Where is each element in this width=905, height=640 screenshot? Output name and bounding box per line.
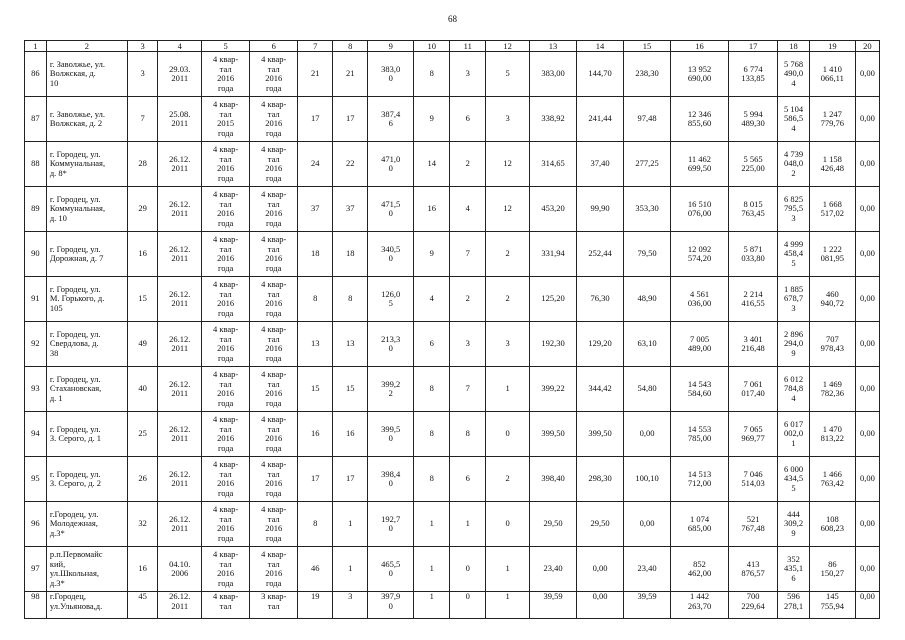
table-cell: 6 012 784,8 4 — [778, 367, 810, 412]
table-cell: 16 — [333, 412, 368, 457]
table-cell: 17 — [298, 97, 333, 142]
table-cell: 26.12. 2011 — [158, 367, 202, 412]
table-cell: 2 — [450, 277, 486, 322]
address-cell: г.Городец, ул. Молодежная, д.3* — [46, 502, 127, 547]
table-cell: 2 214 416,55 — [728, 277, 777, 322]
table-cell: 8 — [414, 367, 450, 412]
table-cell: 91 — [25, 277, 47, 322]
table-cell: 3 — [450, 322, 486, 367]
table-cell: 700 229,64 — [728, 592, 777, 619]
table-cell: 4 999 458,4 5 — [778, 232, 810, 277]
table-cell: 17 — [333, 457, 368, 502]
table-cell: 37 — [333, 187, 368, 232]
table-cell: 14 513 712,00 — [671, 457, 729, 502]
table-cell: 0,00 — [855, 592, 879, 619]
table-row — [25, 97, 880, 142]
table-cell: 192,7 0 — [368, 502, 414, 547]
table-cell: 26.12. 2011 — [158, 457, 202, 502]
table-cell: 0,00 — [855, 277, 879, 322]
table-cell: 22 — [333, 142, 368, 187]
table-cell: 4 561 036,00 — [671, 277, 729, 322]
table-cell: 5 768 490,0 4 — [778, 52, 810, 97]
table-cell: 25.08. 2011 — [158, 97, 202, 142]
table-cell: 413 876,57 — [728, 547, 777, 592]
column-number-cell: 13 — [530, 41, 577, 52]
table-cell: 6 774 133,85 — [728, 52, 777, 97]
address-cell: г. Городец, ул. З. Серого, д. 2 — [46, 457, 127, 502]
table-cell: 340,5 0 — [368, 232, 414, 277]
table-cell: 0,00 — [577, 592, 624, 619]
table-cell: 129,20 — [577, 322, 624, 367]
table-cell: 3 401 216,48 — [728, 322, 777, 367]
table-cell: 7 061 017,40 — [728, 367, 777, 412]
table-cell: 26.12. 2011 — [158, 412, 202, 457]
table-cell: 5 104 586,5 4 — [778, 97, 810, 142]
table-cell: 125,20 — [530, 277, 577, 322]
table-cell: 19 — [298, 592, 333, 619]
table-cell: 4 квар- тал 2016 года — [250, 412, 298, 457]
table-cell: 26.12. 2011 — [158, 592, 202, 619]
table-cell: 1 — [414, 547, 450, 592]
table-cell: 23,40 — [624, 547, 671, 592]
table-cell: 8 015 763,45 — [728, 187, 777, 232]
column-number-cell: 9 — [368, 41, 414, 52]
table-cell: 5 994 489,30 — [728, 97, 777, 142]
table-cell: 4 квар- тал 2015 года — [202, 97, 250, 142]
table-cell: 7 065 969,77 — [728, 412, 777, 457]
table-cell: 471,0 0 — [368, 142, 414, 187]
table-cell: 1 074 685,00 — [671, 502, 729, 547]
table-cell: 0,00 — [577, 547, 624, 592]
table-cell: 16 510 076,00 — [671, 187, 729, 232]
table-cell: 383,00 — [530, 52, 577, 97]
address-cell: г. Городец, ул. М. Горького, д. 105 — [46, 277, 127, 322]
table-cell: 0,00 — [855, 502, 879, 547]
table-cell: 0 — [486, 502, 530, 547]
table-cell: 387,4 6 — [368, 97, 414, 142]
column-number-cell: 16 — [671, 41, 729, 52]
table-cell: 352 435,1 6 — [778, 547, 810, 592]
table-cell: 460 940,72 — [809, 277, 855, 322]
table-cell: 8 — [414, 52, 450, 97]
column-number-cell: 10 — [414, 41, 450, 52]
table-cell: 37 — [298, 187, 333, 232]
table-cell: 21 — [333, 52, 368, 97]
table-cell: 4 квар- тал 2016 года — [202, 142, 250, 187]
table-row — [25, 52, 880, 97]
table-row — [25, 367, 880, 412]
table-cell: 17 — [298, 457, 333, 502]
table-cell: 4 квар- тал 2016 года — [250, 232, 298, 277]
table-cell: 26.12. 2011 — [158, 232, 202, 277]
table-cell: 100,10 — [624, 457, 671, 502]
column-number-cell: 17 — [728, 41, 777, 52]
table-cell: 12 092 574,20 — [671, 232, 729, 277]
table-cell: 4 квар- тал 2016 года — [250, 547, 298, 592]
table-cell: 213,3 0 — [368, 322, 414, 367]
table-cell: 126,0 5 — [368, 277, 414, 322]
column-number-cell: 14 — [577, 41, 624, 52]
table-cell: 4 квар- тал 2016 года — [202, 52, 250, 97]
table-cell: 25 — [127, 412, 158, 457]
table-cell: 398,40 — [530, 457, 577, 502]
table-cell: 4 квар- тал 2016 года — [250, 367, 298, 412]
table-cell: 1 — [414, 592, 450, 619]
column-number-cell: 20 — [855, 41, 879, 52]
table-cell: 15 — [127, 277, 158, 322]
table-cell: 6 825 795,5 3 — [778, 187, 810, 232]
column-number-cell: 19 — [809, 41, 855, 52]
table-cell: 26 — [127, 457, 158, 502]
table-cell: 4 квар- тал 2016 года — [250, 277, 298, 322]
table-cell: 2 — [486, 457, 530, 502]
table-cell: 13 — [298, 322, 333, 367]
table-cell: 4 квар- тал 2016 года — [202, 502, 250, 547]
table-cell: 29 — [127, 187, 158, 232]
table-cell: 0,00 — [855, 547, 879, 592]
column-number-cell: 5 — [202, 41, 250, 52]
table-cell: 399,22 — [530, 367, 577, 412]
table-cell: 29,50 — [530, 502, 577, 547]
table-cell: 1 — [486, 547, 530, 592]
table-cell: 88 — [25, 142, 47, 187]
column-number-cell: 3 — [127, 41, 158, 52]
table-cell: 86 150,27 — [809, 547, 855, 592]
table-cell: 4 квар- тал 2016 года — [202, 277, 250, 322]
table-cell: 23,40 — [530, 547, 577, 592]
table-cell: 24 — [298, 142, 333, 187]
table-cell: 2 — [486, 277, 530, 322]
table-cell: 12 — [486, 142, 530, 187]
address-cell: г. Городец, ул. Коммунальная, д. 8* — [46, 142, 127, 187]
table-cell: 707 978,43 — [809, 322, 855, 367]
table-cell: 252,44 — [577, 232, 624, 277]
table-cell: 1 — [333, 547, 368, 592]
table-cell: 11 462 699,50 — [671, 142, 729, 187]
table-cell: 0,00 — [855, 97, 879, 142]
table-cell: 1 158 426,48 — [809, 142, 855, 187]
address-cell: р.п.Первомайс кий, ул.Школьная, д.3* — [46, 547, 127, 592]
table-cell: 398,4 0 — [368, 457, 414, 502]
table-cell: 1 — [333, 502, 368, 547]
table-cell: 3 — [333, 592, 368, 619]
address-cell: г. Городец, ул. Стахановская, д. 1 — [46, 367, 127, 412]
table-cell: 8 — [450, 412, 486, 457]
column-number-cell: 7 — [298, 41, 333, 52]
column-number-cell: 8 — [333, 41, 368, 52]
table-cell: 192,30 — [530, 322, 577, 367]
table-cell: 16 — [127, 547, 158, 592]
table-cell: 596 278,1 — [778, 592, 810, 619]
table-cell: 13 — [333, 322, 368, 367]
table-cell: 39,59 — [530, 592, 577, 619]
column-number-cell: 6 — [250, 41, 298, 52]
table-cell: 4 — [414, 277, 450, 322]
table-cell: 16 — [127, 232, 158, 277]
table-cell: 144,70 — [577, 52, 624, 97]
table-cell: 15 — [333, 367, 368, 412]
table-cell: 92 — [25, 322, 47, 367]
table-cell: 28 — [127, 142, 158, 187]
table-row — [25, 547, 880, 592]
table-cell: 471,5 0 — [368, 187, 414, 232]
table-cell: 453,20 — [530, 187, 577, 232]
table-cell: 14 543 584,60 — [671, 367, 729, 412]
address-cell: г. Городец, ул. Свердлова, д. 38 — [46, 322, 127, 367]
table-cell: 383,0 0 — [368, 52, 414, 97]
table-cell: 26.12. 2011 — [158, 502, 202, 547]
table-cell: 1 668 517,02 — [809, 187, 855, 232]
table-cell: 6 000 434,5 5 — [778, 457, 810, 502]
table-cell: 04.10. 2006 — [158, 547, 202, 592]
table-cell: 6 — [450, 457, 486, 502]
table-cell: 26.12. 2011 — [158, 322, 202, 367]
table-body — [25, 41, 880, 619]
table-cell: 45 — [127, 592, 158, 619]
address-cell: г. Городец, ул. Дорожная, д. 7 — [46, 232, 127, 277]
table-cell: 397,9 0 — [368, 592, 414, 619]
table-cell: 97,48 — [624, 97, 671, 142]
table-cell: 338,92 — [530, 97, 577, 142]
table-cell: 8 — [298, 502, 333, 547]
table-cell: 3 — [450, 52, 486, 97]
table-cell: 4 квар- тал 2016 года — [202, 232, 250, 277]
table-cell: 0,00 — [855, 367, 879, 412]
table-cell: 54,80 — [624, 367, 671, 412]
column-number-cell: 18 — [778, 41, 810, 52]
table-cell: 3 — [127, 52, 158, 97]
table-cell: 6 017 002,0 1 — [778, 412, 810, 457]
table-cell: 7 — [450, 232, 486, 277]
table-cell: 40 — [127, 367, 158, 412]
table-cell: 314,65 — [530, 142, 577, 187]
table-cell: 0,00 — [855, 322, 879, 367]
table-cell: 3 квар- тал — [250, 592, 298, 619]
table-cell: 4 квар- тал 2016 года — [250, 97, 298, 142]
table-cell: 2 — [486, 232, 530, 277]
table-cell: 12 346 855,60 — [671, 97, 729, 142]
address-cell: г. Заволжье, ул. Волжская, д. 2 — [46, 97, 127, 142]
table-cell: 18 — [333, 232, 368, 277]
table-cell: 7 — [450, 367, 486, 412]
table-cell: 4 квар- тал 2016 года — [202, 412, 250, 457]
table-cell: 39,59 — [624, 592, 671, 619]
table-cell: 0,00 — [855, 187, 879, 232]
table-cell: 1 466 763,42 — [809, 457, 855, 502]
address-cell: г. Городец, ул. З. Серого, д. 1 — [46, 412, 127, 457]
table-row — [25, 277, 880, 322]
table-cell: 0,00 — [855, 412, 879, 457]
table-cell: 8 — [414, 412, 450, 457]
table-cell: 32 — [127, 502, 158, 547]
table-cell: 29,50 — [577, 502, 624, 547]
address-cell: г.Городец, ул.Ульянова,д. — [46, 592, 127, 619]
table-cell: 46 — [298, 547, 333, 592]
table-cell: 15 — [298, 367, 333, 412]
table-cell: 63,10 — [624, 322, 671, 367]
table-cell: 4 739 048,0 2 — [778, 142, 810, 187]
table-cell: 1 885 678,7 3 — [778, 277, 810, 322]
table-cell: 1 — [414, 502, 450, 547]
table-cell: 18 — [298, 232, 333, 277]
table-row — [25, 187, 880, 232]
table-cell: 0,00 — [855, 232, 879, 277]
table-cell: 5 — [486, 52, 530, 97]
table-cell: 4 квар- тал 2016 года — [250, 142, 298, 187]
table-cell: 399,5 0 — [368, 412, 414, 457]
table-cell: 0,00 — [624, 502, 671, 547]
table-cell: 399,2 2 — [368, 367, 414, 412]
table-cell: 49 — [127, 322, 158, 367]
header-row — [25, 41, 880, 52]
table-cell: 3 — [486, 97, 530, 142]
table-cell: 4 квар- тал 2016 года — [202, 187, 250, 232]
table-cell: 1 469 782,36 — [809, 367, 855, 412]
table-cell: 99,90 — [577, 187, 624, 232]
table-row — [25, 232, 880, 277]
table-cell: 3 — [486, 322, 530, 367]
table-cell: 465,5 0 — [368, 547, 414, 592]
table-cell: 7 — [127, 97, 158, 142]
table-cell: 16 — [298, 412, 333, 457]
table-cell: 277,25 — [624, 142, 671, 187]
table-cell: 4 квар- тал 2016 года — [202, 457, 250, 502]
address-cell: г. Заволжье, ул. Волжская, д. 10 — [46, 52, 127, 97]
table-cell: 98 — [25, 592, 47, 619]
table-cell: 26.12. 2011 — [158, 142, 202, 187]
column-number-cell: 2 — [46, 41, 127, 52]
table-cell: 521 767,48 — [728, 502, 777, 547]
table-cell: 1 442 263,70 — [671, 592, 729, 619]
table-cell: 0,00 — [855, 457, 879, 502]
table-cell: 79,50 — [624, 232, 671, 277]
table-cell: 6 — [414, 322, 450, 367]
table-cell: 37,40 — [577, 142, 624, 187]
table-cell: 0 — [450, 592, 486, 619]
table-cell: 353,30 — [624, 187, 671, 232]
table-cell: 21 — [298, 52, 333, 97]
table-cell: 4 — [450, 187, 486, 232]
table-cell: 1 — [450, 502, 486, 547]
table-cell: 94 — [25, 412, 47, 457]
table-cell: 13 952 690,00 — [671, 52, 729, 97]
column-number-cell: 15 — [624, 41, 671, 52]
table-cell: 444 309,2 9 — [778, 502, 810, 547]
table-cell: 4 квар- тал 2016 года — [250, 187, 298, 232]
table-cell: 4 квар- тал 2016 года — [250, 457, 298, 502]
table-cell: 4 квар- тал 2016 года — [202, 322, 250, 367]
table-cell: 76,30 — [577, 277, 624, 322]
table-cell: 4 квар- тал 2016 года — [202, 547, 250, 592]
housing-program-table — [24, 40, 880, 619]
table-cell: 4 квар- тал 2016 года — [202, 367, 250, 412]
table-cell: 8 — [298, 277, 333, 322]
page-number: 68 — [448, 14, 457, 24]
table-cell: 145 755,94 — [809, 592, 855, 619]
table-row — [25, 322, 880, 367]
table-cell: 14 — [414, 142, 450, 187]
table-cell: 5 871 033,80 — [728, 232, 777, 277]
table-row — [25, 592, 880, 619]
table-row — [25, 142, 880, 187]
table-cell: 1 — [486, 592, 530, 619]
address-cell: г. Городец, ул. Коммунальная, д. 10 — [46, 187, 127, 232]
table-cell: 0,00 — [855, 142, 879, 187]
table-cell: 86 — [25, 52, 47, 97]
table-cell: 4 квар- тал 2016 года — [250, 52, 298, 97]
table-cell: 26.12. 2011 — [158, 187, 202, 232]
table-cell: 1 247 779,76 — [809, 97, 855, 142]
table-cell: 14 553 785,00 — [671, 412, 729, 457]
table-cell: 0 — [450, 547, 486, 592]
table-row — [25, 502, 880, 547]
table-cell: 0,00 — [855, 52, 879, 97]
table-cell: 93 — [25, 367, 47, 412]
table-cell: 399,50 — [577, 412, 624, 457]
table-cell: 5 565 225,00 — [728, 142, 777, 187]
table-cell: 4 квар- тал — [202, 592, 250, 619]
column-number-cell: 4 — [158, 41, 202, 52]
table-cell: 241,44 — [577, 97, 624, 142]
table-cell: 12 — [486, 187, 530, 232]
table-cell: 298,30 — [577, 457, 624, 502]
table-cell: 16 — [414, 187, 450, 232]
table-cell: 2 — [450, 142, 486, 187]
table-cell: 0 — [486, 412, 530, 457]
table-cell: 399,50 — [530, 412, 577, 457]
table-cell: 4 квар- тал 2016 года — [250, 502, 298, 547]
table-cell: 108 608,23 — [809, 502, 855, 547]
table-cell: 48,90 — [624, 277, 671, 322]
table-cell: 29.03. 2011 — [158, 52, 202, 97]
table-cell: 2 896 294,0 9 — [778, 322, 810, 367]
column-number-cell: 12 — [486, 41, 530, 52]
table-cell: 97 — [25, 547, 47, 592]
table-cell: 0,00 — [624, 412, 671, 457]
table-cell: 331,94 — [530, 232, 577, 277]
table-cell: 87 — [25, 97, 47, 142]
table-cell: 95 — [25, 457, 47, 502]
table-cell: 4 квар- тал 2016 года — [250, 322, 298, 367]
table-cell: 17 — [333, 97, 368, 142]
table-cell: 7 046 514,03 — [728, 457, 777, 502]
table-cell: 89 — [25, 187, 47, 232]
table-cell: 852 462,00 — [671, 547, 729, 592]
table-cell: 238,30 — [624, 52, 671, 97]
table-cell: 1 410 066,11 — [809, 52, 855, 97]
table-cell: 6 — [450, 97, 486, 142]
table-cell: 96 — [25, 502, 47, 547]
table-cell: 90 — [25, 232, 47, 277]
table-cell: 1 — [486, 367, 530, 412]
table-cell: 9 — [414, 232, 450, 277]
table-cell: 344,42 — [577, 367, 624, 412]
table-cell: 7 005 489,00 — [671, 322, 729, 367]
column-number-cell: 1 — [25, 41, 47, 52]
table-cell: 9 — [414, 97, 450, 142]
table-row — [25, 457, 880, 502]
column-number-cell: 11 — [450, 41, 486, 52]
table-cell: 1 470 813,22 — [809, 412, 855, 457]
table-cell: 8 — [414, 457, 450, 502]
table-cell: 26.12. 2011 — [158, 277, 202, 322]
table-cell: 8 — [333, 277, 368, 322]
table-cell: 1 222 081,95 — [809, 232, 855, 277]
table-row — [25, 412, 880, 457]
